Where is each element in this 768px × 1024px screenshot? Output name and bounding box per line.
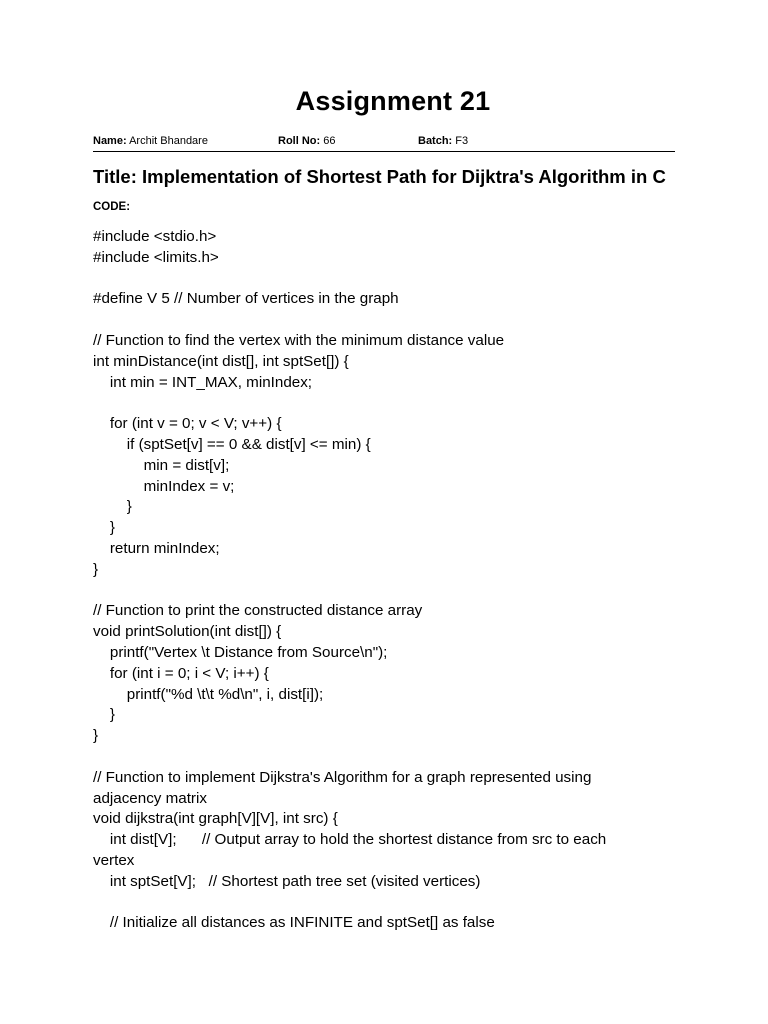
roll-label: Roll No: [278,135,321,147]
code-block [93,227,675,934]
name-label: Name: [93,135,127,147]
roll-number [278,135,335,147]
code-line [93,581,675,602]
code-line: if (sptSet[v] == 0 && dist[v] <= min) { [93,435,371,453]
code-line: // Initialize all distances as INFINITE and sptSet[] as false [93,914,495,932]
code-line: } [93,560,99,578]
code-line: } [93,727,99,745]
batch-value: F3 [455,135,469,147]
code-line: // Function to find the vertex with the minimum distance value [93,331,505,349]
code-line: void dijkstra(int graph[V][V], int src) { [93,810,338,828]
code-line: } [93,498,132,516]
code-line: vertex [93,851,135,869]
student-name [93,135,208,147]
code-line [93,893,675,914]
code-line: for (int i = 0; i < V; i++) { [93,664,269,682]
code-line: int minDistance(int dist[], int sptSet[]) { [93,352,349,370]
code-line: } [93,519,115,537]
code-line: int dist[V]; // Output array to hold the shortest distance from src to each [93,831,607,849]
section-title: Title: Implementation of Shortest Path for Dijktra's Algorithm in C [93,166,666,187]
code-line: // Function to implement Dijkstra's Algorithm for a graph represented using [93,768,592,786]
code-line [93,393,675,414]
code-line: minIndex = v; [93,477,235,495]
code-label: CODE: [93,201,131,213]
code-line: } [93,706,115,724]
batch [418,135,468,147]
code-line [93,269,675,290]
batch-label: Batch: [418,135,453,147]
header-divider [93,151,675,152]
code-line: printf("Vertex \t Distance from Source\n"); [93,643,388,661]
code-line: void printSolution(int dist[]) { [93,623,282,641]
roll-value: 66 [323,135,336,147]
code-line: adjacency matrix [93,789,207,807]
code-line: int min = INT_MAX, minIndex; [93,373,313,391]
student-info-row [93,135,675,151]
code-line: for (int v = 0; v < V; v++) { [93,415,282,433]
code-line [93,310,675,331]
code-line: #define V 5 // Number of vertices in the graph [93,290,399,308]
code-line: printf("%d \t\t %d\n", i, dist[i]); [93,685,324,703]
code-line [93,747,675,768]
code-line: #include <stdio.h> [93,228,217,245]
code-line: // Function to print the constructed distance array [93,602,423,620]
code-line: int sptSet[V]; // Shortest path tree set (visited vertices) [93,872,481,890]
name-value: Archit Bhandare [129,135,208,147]
document-title: Assignment 21 [295,86,491,116]
code-line: min = dist[v]; [93,456,230,474]
code-line: return minIndex; [93,539,220,557]
code-line: #include <limits.h> [93,248,219,266]
